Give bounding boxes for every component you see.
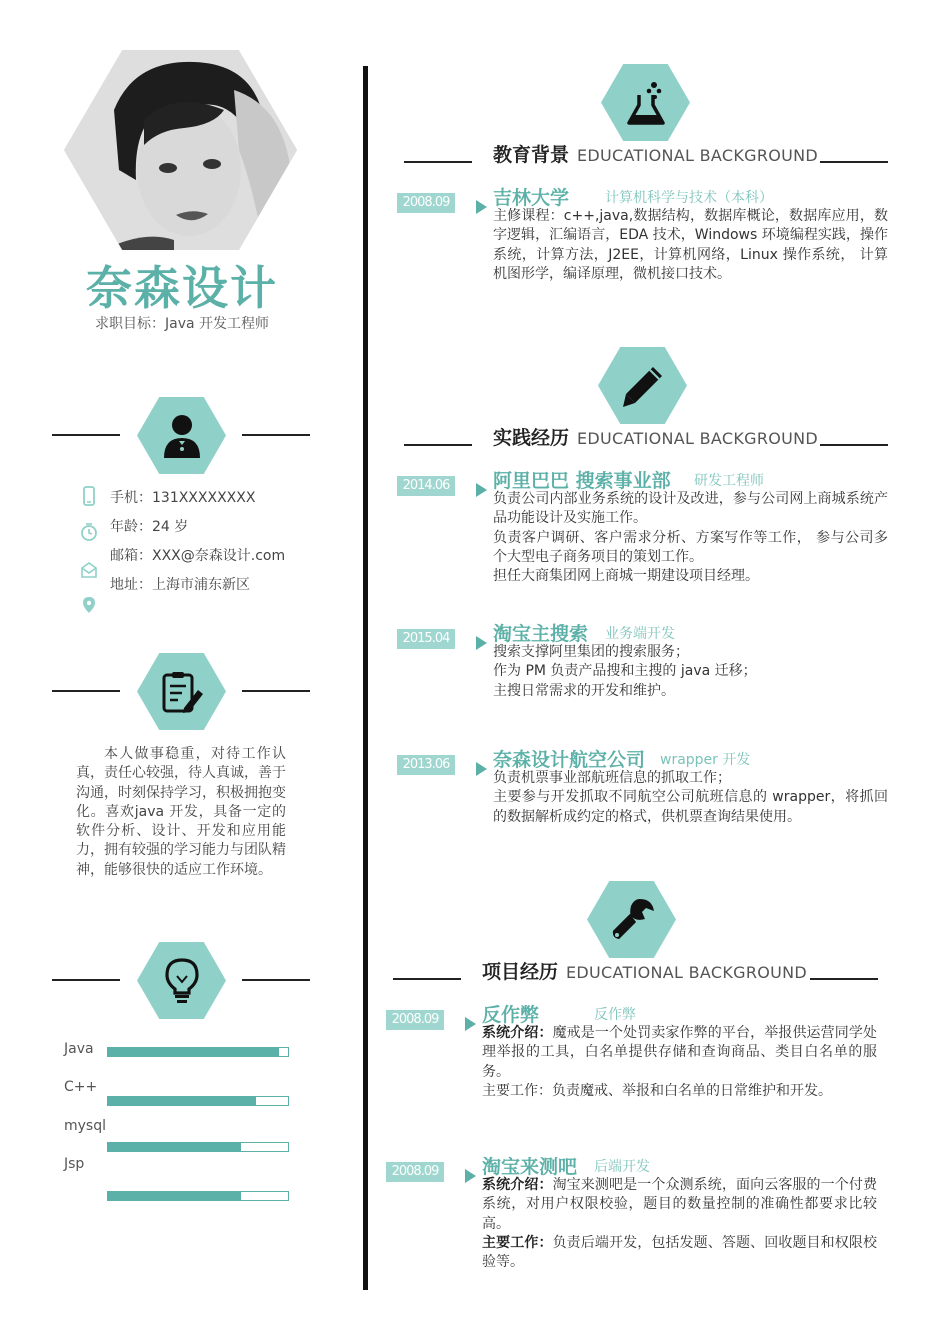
divider-right — [810, 978, 878, 980]
divider-right — [820, 161, 888, 163]
education-badge — [601, 64, 690, 141]
contact-address: 地址：上海市浦东新区 — [110, 577, 250, 593]
self-introduction: 本人做事稳重，对待工作认真，责任心较强，待人真诚，善于沟通，时刻保持学习，积极拥抱变化。喜欢java 开发，具备一定的软件分析、设计、开发和应用能力，拥有较强的学习能力与团队精神，能够很快的适应工作环境。 — [76, 746, 286, 878]
job-goal: 求职目标：Java 开发工程师 — [95, 316, 270, 332]
company-name: 阿里巴巴 搜索事业部 — [493, 470, 671, 492]
portrait-illustration — [64, 50, 297, 250]
skill-level-bar — [107, 1047, 289, 1057]
description-line: 主要参与开发抓取不同航空公司航班信息的 wrapper，将抓回的数据解析成约定的格式，供机票查询结果使用。 — [493, 789, 888, 825]
skills-badge — [137, 942, 226, 1019]
project-description — [482, 1024, 877, 1101]
work-label: 主要工作： — [482, 1234, 553, 1251]
pencil-icon — [620, 363, 666, 409]
skill-level-fill — [108, 1192, 241, 1200]
lightbulb-icon — [165, 958, 199, 1004]
project-name: 淘宝来测吧 — [482, 1156, 578, 1178]
document-edit-icon — [160, 670, 204, 714]
skill-label: C++ — [64, 1079, 98, 1095]
divider-right — [242, 434, 310, 436]
practice-heading — [493, 423, 818, 450]
skill-label: Jsp — [64, 1156, 85, 1172]
description-line: 负责机票事业部航班信息的抓取工作； — [493, 770, 731, 786]
phone-icon — [80, 486, 98, 506]
divider-left — [393, 978, 461, 980]
skill-label: Java — [64, 1041, 94, 1057]
contact-badge — [137, 397, 226, 474]
skill-level-fill — [108, 1097, 256, 1105]
job-role: wrapper 开发 — [660, 752, 751, 768]
skill-level-bar — [107, 1096, 289, 1106]
skill-label: mysql — [64, 1118, 106, 1134]
location-pin-icon — [80, 596, 98, 614]
description-line: 作为 PM 负责产品搜和主搜的 java 迁移； — [493, 663, 757, 680]
project-work: 负责后端开发，包括发题、答题、回收题目和权限校验等。 — [482, 1234, 878, 1271]
project-role: 后端开发 — [594, 1159, 650, 1175]
company-name: 淘宝主搜索 — [493, 623, 589, 645]
projects-heading — [482, 957, 807, 984]
courses: 主修课程：c++,java,数据结构，数据库概论，数据库应用，数字逻辑，汇编语言，EDA 技术，Windows 环境编程实践，操作系统，计算方法，J2EE，计算机网络，Linux 操作系统， 计算机图形学，编译原理，微机接口技术。 — [493, 208, 888, 282]
intro-label: 系统介绍： — [482, 1177, 553, 1193]
practice-title: 实践经历 — [493, 427, 570, 449]
arrow-icon — [476, 636, 487, 650]
contact-age: 年龄：24 岁 — [110, 519, 189, 535]
job-role: 业务端开发 — [605, 626, 675, 642]
profile-photo — [64, 50, 297, 250]
skill-level-bar — [107, 1191, 289, 1201]
projects-title: 项目经历 — [482, 961, 559, 983]
project-date: 2008.09 — [386, 1162, 444, 1182]
divider-right — [242, 979, 310, 981]
clock-icon — [80, 522, 98, 542]
work-label: 主要工作： — [482, 1082, 552, 1099]
intro-label: 系统介绍： — [482, 1025, 553, 1041]
wrench-icon — [608, 896, 656, 944]
description-line: 主搜日常需求的开发和维护。 — [493, 682, 675, 699]
divider-left — [52, 979, 120, 981]
project-name: 反作弊 — [482, 1004, 540, 1026]
project-intro: 魔戒是一个处罚卖家作弊的平台，举报供运营同学处理举报的工具，白名单提供存储和查询商品、类目白名单的服务。 — [482, 1025, 878, 1080]
job-description — [493, 643, 888, 701]
education-date: 2008.09 — [397, 193, 455, 213]
user-icon — [162, 414, 202, 458]
education-title: 教育背景 — [493, 144, 570, 166]
project-description — [482, 1176, 877, 1272]
arrow-icon — [476, 483, 487, 497]
arrow-icon — [476, 200, 487, 214]
major: 计算机科学与技术（本科） — [605, 190, 773, 206]
skill-level-fill — [108, 1048, 279, 1056]
candidate-name: 奈森设计 — [86, 261, 278, 315]
description-line: 负责客户调研、客户需求分析、方案写作等工作， 参与公司多个大型电子商务项目的策划工作。 — [493, 529, 888, 565]
column-divider — [363, 66, 368, 1290]
divider-left — [404, 161, 472, 163]
skill-level-bar — [107, 1142, 289, 1152]
divider-left — [404, 444, 472, 446]
project-role: 反作弊 — [594, 1007, 636, 1023]
description-line: 搜索支撑阿里集团的搜索服务； — [493, 644, 689, 660]
company-name: 奈森设计航空公司 — [493, 749, 646, 771]
projects-subtitle: EDUCATIONAL BACKGROUND — [566, 963, 808, 982]
project-date: 2008.09 — [386, 1010, 444, 1030]
project-intro: 淘宝来测吧是一个众测系统，面向云客服的一个付费系统，对用户权限校验，题目的数量控制的准确性都要求比较高。 — [482, 1177, 878, 1232]
practice-date: 2015.04 — [397, 629, 455, 649]
job-description — [493, 769, 888, 827]
projects-badge — [587, 881, 676, 958]
intro-badge — [137, 653, 226, 730]
job-role: 研发工程师 — [694, 473, 764, 489]
education-heading — [493, 140, 818, 167]
project-work: 负责魔戒、举报和白名单的日常维护和开发。 — [552, 1082, 832, 1099]
contact-phone: 手机：131XXXXXXXX — [110, 490, 256, 506]
arrow-icon — [476, 762, 487, 776]
arrow-icon — [465, 1017, 476, 1031]
divider-right — [820, 444, 888, 446]
job-description — [493, 490, 888, 586]
flask-icon — [626, 79, 666, 127]
description-line: 负责公司内部业务系统的设计及改进，参与公司网上商城系统产品功能设计及实施工作。 — [493, 491, 888, 527]
practice-date: 2013.06 — [397, 755, 455, 775]
practice-date: 2014.06 — [397, 476, 455, 496]
divider-right — [242, 690, 310, 692]
practice-badge — [598, 347, 687, 424]
contact-email: 邮箱：XXX@奈森设计.com — [110, 548, 286, 564]
skill-level-fill — [108, 1143, 241, 1151]
arrow-icon — [465, 1169, 476, 1183]
school-name: 吉林大学 — [493, 187, 570, 209]
practice-subtitle: EDUCATIONAL BACKGROUND — [577, 429, 819, 448]
education-subtitle: EDUCATIONAL BACKGROUND — [577, 146, 819, 165]
divider-left — [52, 434, 120, 436]
description-line: 担任大商集团网上商城一期建设项目经理。 — [493, 568, 759, 585]
divider-left — [52, 690, 120, 692]
mail-icon — [80, 561, 98, 579]
